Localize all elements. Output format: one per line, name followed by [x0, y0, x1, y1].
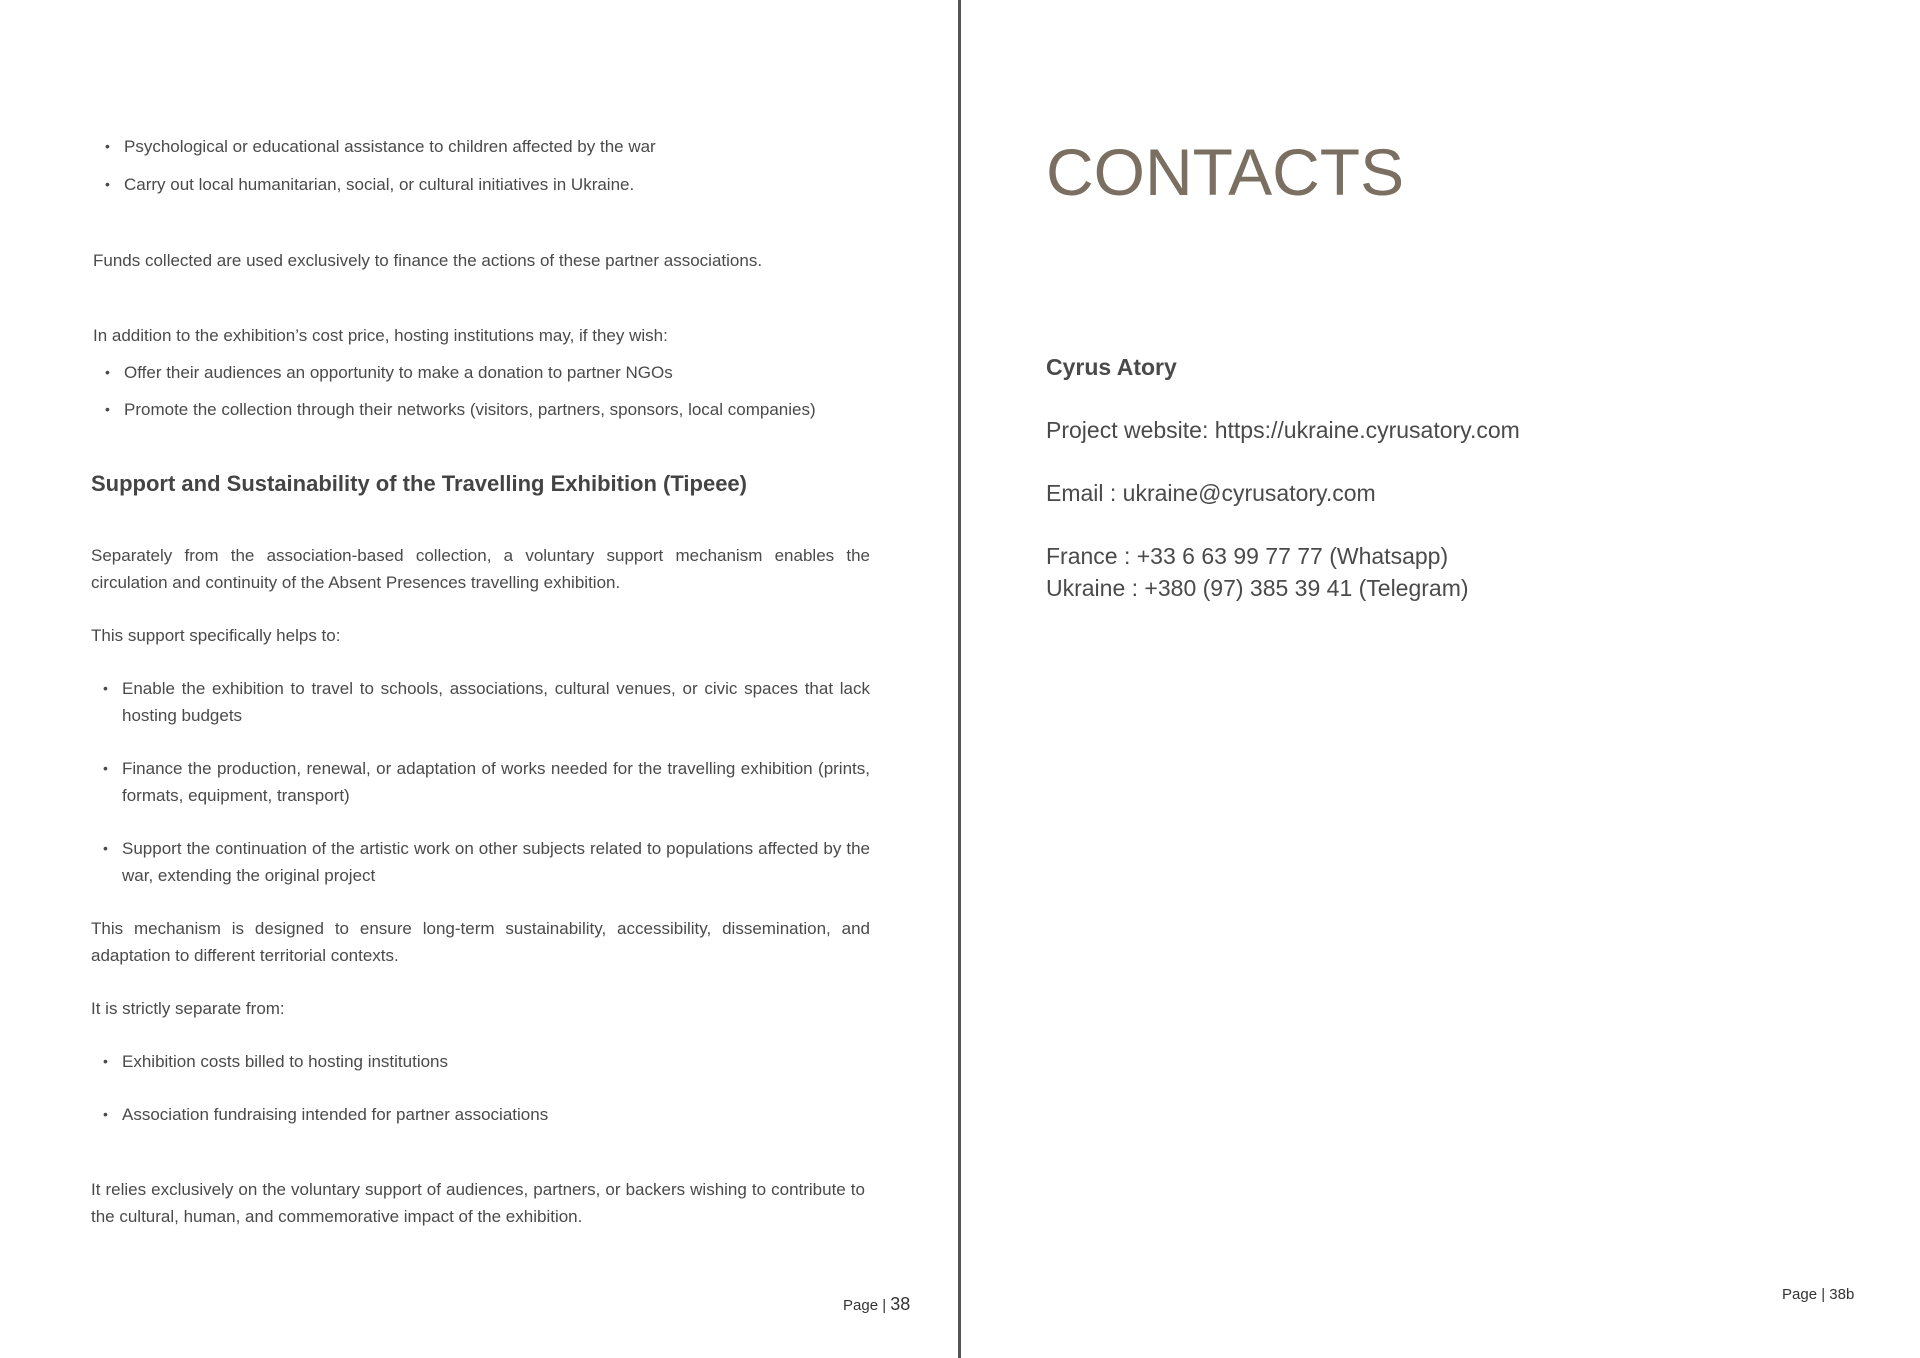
- list-item: • Promote the collection through their networks (visitors, partners, sponsors, local companies): [94, 396, 884, 423]
- list-item: • Finance the production, renewal, or adaptation of works needed for the travelling exhibition (prints, formats, equipment, transport): [92, 755, 870, 809]
- phone-ukraine: Ukraine : +380 (97) 385 39 41 (Telegram): [1046, 575, 1469, 601]
- list-item: • Offer their audiences an opportunity to make a donation to partner NGOs: [94, 359, 884, 386]
- separately-paragraph: Separately from the association-based collection, a voluntary support mechanism enables the circulation and continuity of the Absent Presences travelling exhibition.: [91, 546, 870, 592]
- mechanism-paragraph: This mechanism is designed to ensure long-term sustainability, accessibility, dissemination, and adaptation to different territorial contexts.: [91, 919, 870, 965]
- right-page: [962, 0, 1920, 1358]
- page-number-value: 38: [890, 1294, 911, 1314]
- page-divider: [958, 0, 961, 1358]
- hosting-options-list: [94, 359, 884, 423]
- page-number: [843, 1294, 910, 1316]
- phone-france: France : +33 6 63 99 77 77 (Whatsapp): [1046, 543, 1449, 569]
- contacts-title: CONTACTS: [1046, 135, 1405, 209]
- list-item: • Carry out local humanitarian, social, or cultural initiatives in Ukraine.: [94, 171, 854, 198]
- hosting-intro: In addition to the exhibition’s cost price, hosting institutions may, if they wish:: [93, 326, 668, 345]
- support-intro: This support specifically helps to:: [91, 626, 341, 645]
- separate-list: [92, 1048, 870, 1128]
- list-item: • Exhibition costs billed to hosting institutions: [92, 1048, 870, 1075]
- separate-intro: It is strictly separate from:: [91, 999, 285, 1018]
- funds-paragraph: Funds collected are used exclusively to finance the actions of these partner associations.: [93, 251, 763, 270]
- contact-email: Email : ukraine@cyrusatory.com: [1046, 480, 1376, 506]
- partner-actions-list: [94, 133, 854, 198]
- list-item: • Enable the exhibition to travel to schools, associations, cultural venues, or civic spaces that lack hosting budgets: [92, 675, 870, 729]
- relies-paragraph: It relies exclusively on the voluntary support of audiences, partners, or backers wishing to contribute to the cultural, human, and commemorative impact of the exhibition.: [91, 1180, 865, 1226]
- list-item: • Support the continuation of the artistic work on other subjects related to populations affected by the war, extending the original project: [92, 835, 870, 889]
- support-list: [92, 675, 870, 889]
- page-number: Page | 38b: [1782, 1286, 1855, 1303]
- project-website: Project website: https://ukraine.cyrusatory.com: [1046, 417, 1520, 443]
- list-item: • Psychological or educational assistance to children affected by the war: [94, 133, 854, 160]
- left-page: [0, 0, 958, 1358]
- contact-name: Cyrus Atory: [1046, 354, 1177, 380]
- section-heading: Support and Sustainability of the Travelling Exhibition (Tipeee): [91, 471, 747, 496]
- page-number-label: Page |: [843, 1297, 887, 1314]
- list-item: • Association fundraising intended for partner associations: [92, 1101, 870, 1128]
